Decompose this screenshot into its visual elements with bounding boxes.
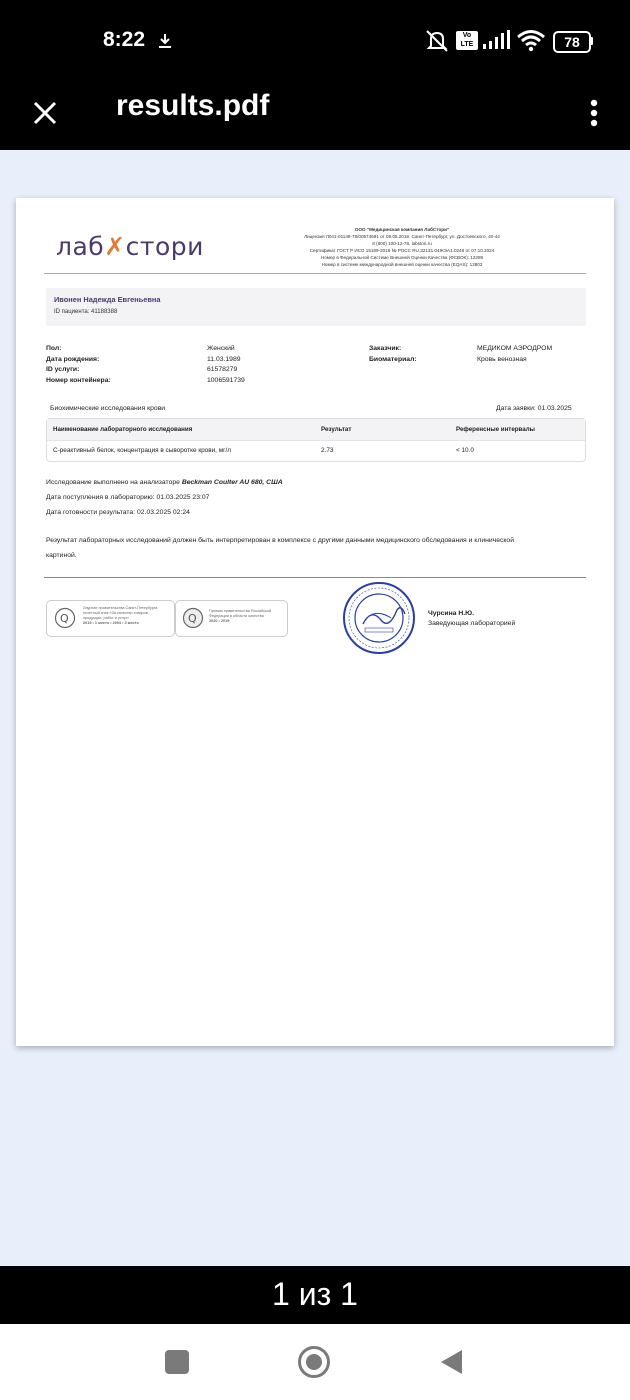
analyzer-prefix: Исследование выполнено на анализаторе [46, 479, 182, 486]
order-date: Дата заявки: 01.03.2025 [496, 405, 572, 412]
col-header-test: Наименование лабораторного исследования [53, 426, 193, 433]
app-bar [0, 80, 630, 150]
service-id-label: ID услуги: [46, 366, 80, 373]
birth-date-label: Дата рождения: [46, 355, 100, 363]
test-name-cell: C-реактивный белок, концентрация в сыворотке крови, мг/л [53, 447, 231, 454]
birth-date-value: 11.03.1989 [207, 355, 241, 363]
badge-2-text: Премия правительства Российской Федерации в области качества 2020 • 2019 [209, 609, 272, 623]
status-time: 8:22 [103, 28, 146, 51]
results-table [46, 418, 586, 462]
disclaimer-line-1: Результат лабораторных исследований должен быть интерпретирован в комплексе с другими данными медицинского обследования и клинической [46, 537, 515, 544]
col-header-result: Результат [321, 426, 352, 433]
company-contacts: 8 (800) 100-12-78, labstori.ru [372, 241, 432, 246]
signer-name: Чурсина Н.Ю. [428, 610, 475, 617]
info-left-values [207, 344, 245, 386]
section-title: Биохимические исследования крови [50, 405, 166, 412]
container-label: Номер контейнера: [46, 376, 111, 384]
patient-name: Ивонен Надежда Евгеньевна [54, 295, 161, 304]
biomaterial-value: Кровь венозная [477, 355, 527, 363]
company-name: ООО "Медицинская компания ЛабСтори" [354, 227, 450, 232]
ready-date: Дата готовности результата: 02.03.2025 02:24 [46, 509, 190, 516]
reference-cell: < 10.0 [456, 447, 474, 454]
received-date: Дата поступления в лабораторию: 01.03.2025 23:07 [46, 494, 210, 501]
wifi-icon [516, 28, 546, 52]
quality-badge-spb [46, 600, 175, 637]
badge-1-text: Лауреат правительства Санкт-Петербурга почетный знак «За качество товаров, продукции, работ и услуг» 2019 • 1 место • 2004 • 3 место [83, 606, 158, 625]
quality-emblem-icon [54, 607, 76, 629]
analyzer-line [46, 479, 283, 486]
info-right-labels [369, 344, 417, 365]
home-button[interactable] [297, 1345, 331, 1379]
company-header [262, 226, 542, 268]
svg-text:Q: Q [60, 612, 69, 625]
col-header-reference: Референсные интервалы [456, 426, 535, 433]
customer-value: МЕДИКОМ АЭРОДРОМ [477, 345, 553, 352]
disclaimer-line-2: картиной. [46, 552, 77, 559]
company-license: Лицензия Л041-01148-78/00574691 от 09.05.2018. Санкт-Петербург, ул. Достоевского, 40-44 [304, 234, 500, 239]
back-button[interactable] [438, 1348, 464, 1376]
download-icon [156, 32, 174, 50]
document-title: results.pdf [116, 89, 270, 122]
footer-divider [44, 577, 586, 578]
patient-id: ID пациента: 41188388 [54, 309, 118, 315]
more-options-button[interactable] [576, 88, 612, 138]
info-right-values [477, 344, 552, 365]
status-bar [0, 0, 630, 80]
pdf-page [16, 198, 614, 1046]
signer-title: Заведующая лабораторией [428, 620, 516, 627]
system-nav-bar [0, 1324, 630, 1400]
analyzer-name: Beckman Coulter AU 680, США [181, 479, 283, 486]
battery-level: 78 [564, 34, 580, 50]
volte-icon: Vo LTE [456, 31, 478, 50]
mute-icon [424, 28, 450, 54]
company-eqas: Номер в системе международной внешней оценки качества (EQAS): 12802 [321, 262, 483, 267]
service-id-value: 61578279 [207, 366, 238, 373]
company-certificate: Сертификат ГОСТ Р ИСО 15189-2015 № РОСС RU.З2131.04ЖЭА1.0248 от 07.10.2024 [309, 248, 495, 253]
battery-icon [553, 31, 591, 53]
lab-logo: лаб✗стори [56, 232, 204, 261]
more-vert-icon [590, 99, 598, 127]
table-row [47, 440, 585, 461]
battery-tip [590, 37, 593, 45]
quality-emblem-icon [182, 607, 204, 629]
sex-label: Пол: [46, 345, 62, 352]
quality-badge-rf [175, 600, 288, 637]
page-indicator: 1 из 1 [272, 1276, 358, 1312]
header-divider [44, 273, 586, 274]
customer-label: Заказчик: [369, 345, 402, 352]
company-fsvok: Номер в Федеральной Системе Внешней Оценки Качества (ФСВОК): 12289 [320, 255, 484, 260]
patient-box [46, 288, 586, 326]
close-button[interactable] [22, 90, 68, 136]
recent-apps-button[interactable] [165, 1350, 189, 1374]
logo-butterfly-icon: ✗ [104, 232, 126, 261]
svg-text:Q: Q [188, 612, 197, 625]
container-value: 1006591739 [207, 376, 245, 384]
info-left-labels [46, 344, 111, 386]
signal-icon [482, 30, 510, 50]
result-cell: 2.73 [321, 447, 334, 454]
table-header [47, 419, 585, 441]
close-icon [33, 101, 57, 125]
page-indicator-bar [0, 1266, 630, 1324]
company-stamp-image [341, 580, 421, 660]
biomaterial-label: Биоматериал: [369, 355, 417, 363]
sex-value: Женский [207, 345, 235, 352]
